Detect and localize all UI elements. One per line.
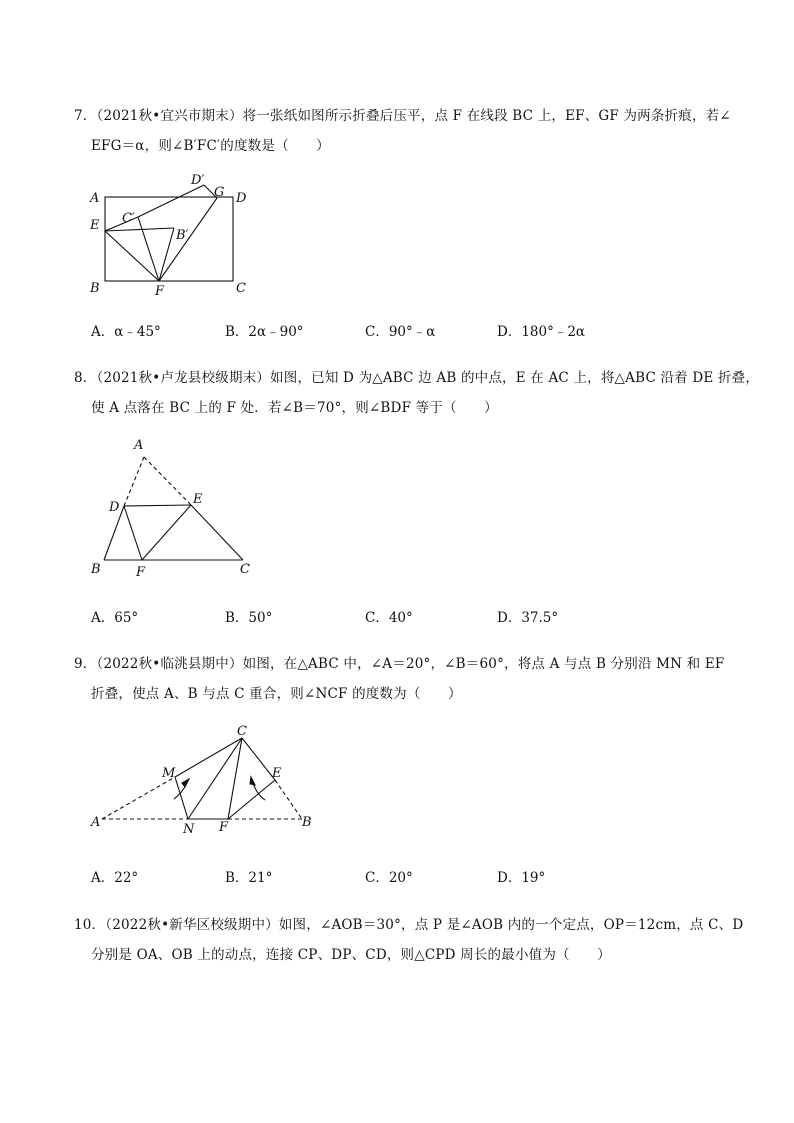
- q9-label-c: C: [237, 724, 247, 739]
- q10-stem-line1: 10．（2022秋•新华区校级期中）如图，∠AOB＝30°，点 P 是∠AOB 内的一个定点，OP＝12cm，点 C、D: [74, 917, 744, 933]
- q8-option-a[interactable]: A．65°: [91, 610, 139, 626]
- q7-label-b1: B′: [176, 228, 189, 243]
- q8-edge-ec: [191, 505, 243, 560]
- q8-label-a: A: [134, 438, 144, 453]
- q7-figure: [80, 165, 280, 305]
- q8-figure: [85, 430, 275, 580]
- q9-label-e: E: [272, 766, 282, 781]
- q8-label-d: D: [109, 500, 120, 515]
- q7-label-f: F: [155, 284, 165, 299]
- q9-edge-ce: [242, 738, 275, 780]
- q9-option-b[interactable]: B．21°: [225, 870, 273, 886]
- q8-label-f: F: [136, 565, 146, 580]
- q8-stem-line2: 使 A 点落在 BC 上的 F 处．若∠B＝70°，则∠BDF 等于（ ）: [91, 400, 498, 416]
- q9-option-d[interactable]: D．19°: [497, 870, 546, 886]
- q8-option-d[interactable]: D．37.5°: [497, 610, 559, 626]
- q9-edge-cf: [228, 738, 242, 819]
- q9-edge-cn: [188, 738, 242, 819]
- q7-label-d: D: [236, 191, 247, 206]
- q8-fold-de: [124, 505, 191, 506]
- q9-label-f: F: [219, 820, 229, 835]
- q9-fold-ef: [228, 780, 275, 819]
- q9-option-c[interactable]: C．20°: [365, 870, 413, 886]
- q9-label-m: M: [162, 766, 176, 781]
- q7-stem-line1: 7．（2021秋•宜兴市期末）将一张纸如图所示折叠后压平，点 F 在线段 BC 上，EF、GF 为两条折痕，若∠: [74, 108, 731, 124]
- q9-fold-eb: [275, 780, 302, 819]
- q8-option-c[interactable]: C．40°: [365, 610, 413, 626]
- q10-stem-line2: 分别是 OA、OB 上的动点，连接 CP、DP、CD，则△CPD 周长的最小值为（ ）: [91, 947, 611, 963]
- q9-stem-line1: 9．（2022秋•临洮县期中）如图，在△ABC 中，∠A＝20°，∠B＝60°，将点 A 与点 B 分别沿 MN 和 EF: [74, 656, 725, 672]
- q9-option-a[interactable]: A．22°: [91, 870, 139, 886]
- q7-stem-line2: EFG＝α，则∠B′FC′的度数是（ ）: [91, 138, 330, 154]
- q8-stem-line1: 8．（2021秋•卢龙县校级期末）如图，已知 D 为△ABC 边 AB 的中点，E 在 AC 上，将△ABC 沿着 DE 折叠，: [74, 370, 760, 386]
- q8-label-b: B: [91, 562, 101, 577]
- q7-edge-eb1: [105, 228, 174, 231]
- q7-option-a[interactable]: A．α﹣45°: [91, 324, 161, 340]
- q8-label-c: C: [240, 562, 250, 577]
- q7-label-g: G: [214, 185, 225, 200]
- q7-option-d[interactable]: D．180°﹣2α: [497, 324, 586, 340]
- q7-option-b[interactable]: B．2α﹣90°: [225, 324, 304, 340]
- q9-stem-line2: 折叠，使点 A、B 与点 C 重合，则∠NCF 的度数为（ ）: [91, 686, 462, 702]
- q7-label-e: E: [90, 218, 100, 233]
- q7-rectangle: [105, 197, 233, 281]
- q8-edge-ef: [142, 505, 191, 560]
- q7-label-b: B: [90, 281, 100, 296]
- q9-figure: [90, 725, 330, 840]
- q8-fold-ae: [144, 457, 191, 505]
- q9-label-a: A: [91, 815, 101, 830]
- q7-label-d1: D′: [191, 173, 205, 188]
- q8-label-e: E: [193, 492, 203, 507]
- q9-arrowhead-left: [182, 779, 189, 787]
- q7-option-c[interactable]: C．90°﹣α: [365, 324, 436, 340]
- q8-option-b[interactable]: B．50°: [225, 610, 273, 626]
- q9-label-n: N: [183, 822, 195, 837]
- q9-edge-mc: [175, 738, 242, 777]
- q7-edge-c1d1: [138, 185, 204, 217]
- q9-fold-am: [102, 777, 175, 819]
- q9-label-b: B: [302, 815, 312, 830]
- q7-label-c: C: [236, 281, 246, 296]
- q7-label-a: A: [90, 191, 100, 206]
- q8-edge-df: [124, 506, 142, 560]
- q8-fold-ad: [124, 457, 144, 506]
- q9-arrowhead-right: [250, 777, 255, 785]
- q7-label-c1: C′: [122, 211, 135, 226]
- q7-edge-b1f: [159, 228, 174, 281]
